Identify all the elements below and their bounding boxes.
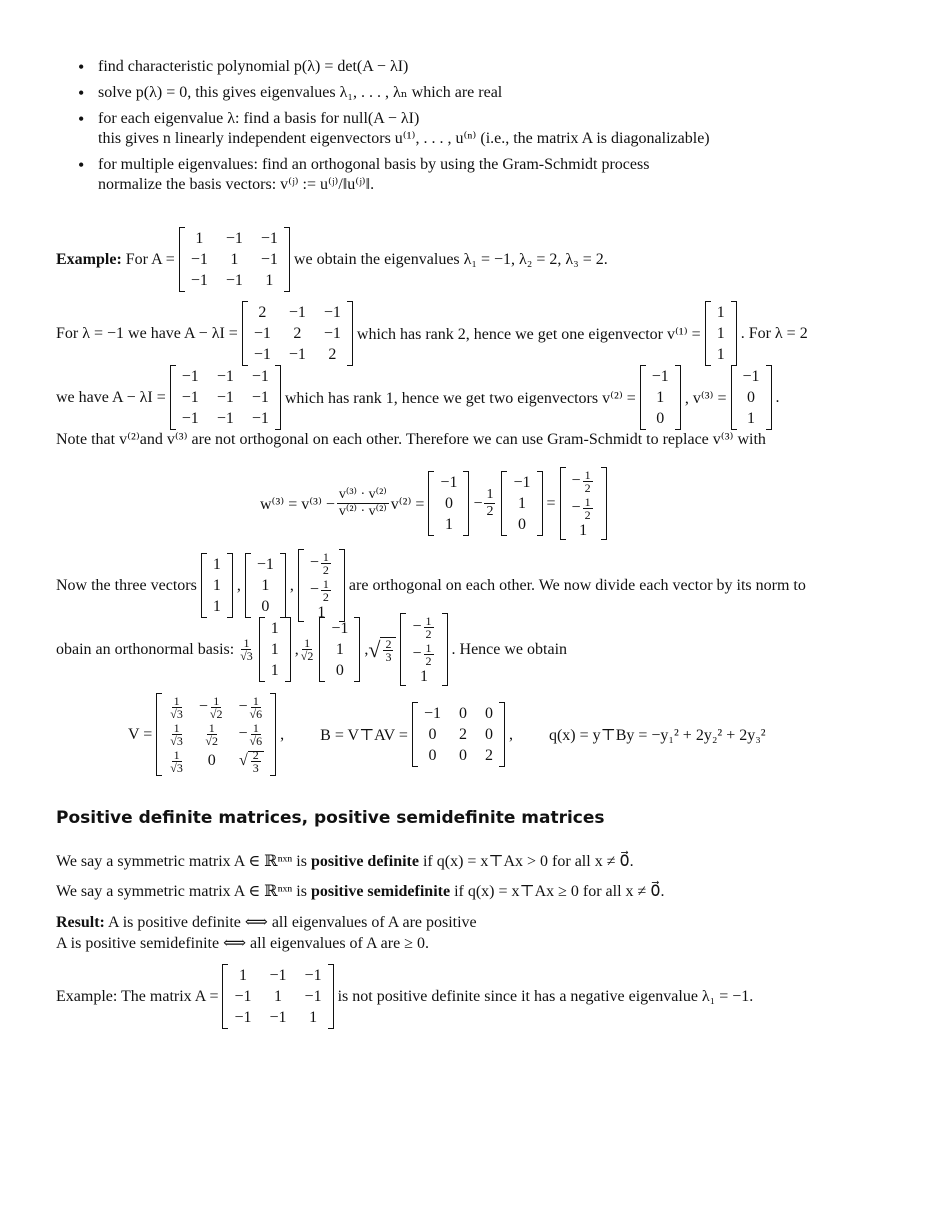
vector-w3: − $\frac{1}{2}$ − $\frac{1}{2}$ 1 — [298, 549, 345, 622]
projection-fraction: $\frac{\text{v⁽³⁾ · v⁽²⁾}}{\text{v⁽²⁾ · v⁽²⁾}}$ — [338, 487, 387, 519]
matrix-A: 1 −1 −1 −1 1 −1 −1 −1 1 — [222, 964, 333, 1029]
list-item: • for multiple eigenvalues: find an orthogonal basis by using the Gram-Schmidt process normalize the basis vectors: v⁽ʲ⁾ := u⁽ʲ⁾/‖u⁽ʲ⁾‖. — [84, 155, 904, 195]
three-vectors-paragraph: Now the three vectors 1 1 1 , −1 1 0 , − $\frac{1}{2}$ − $\frac{1}{2}$ 1 are orthogonal on each other. We now divide each vector by its norm to — [56, 550, 806, 621]
example-paragraph: Example: For A = 1 −1 −1 −1 1 −1 −1 −1 1 we obtain the eigenvalues λ₁ = −1, λ₂ = 2, λ₃ = 2. — [56, 227, 608, 292]
example-label: Example: — [56, 250, 122, 268]
orthonormal-basis-paragraph: obain an orthonormal basis: $\frac{1}{√3}$ 1 1 1 , $\frac{1}{√2}$ −1 1 0 , √ $\frac{2}{3}$ − $\frac{1}{2}$ − $\frac{1}{2}$ 1 . Hence we obtain — [56, 614, 568, 685]
section-title: Positive definite matrices, positive semidefinite matrices — [56, 808, 605, 828]
vector-v2: −1 1 0 — [640, 365, 681, 430]
diagonalization-result: V = $\frac{1}{√3}$ − $\frac{1}{√2}$ − $\frac{1}{√6}$ $\frac{1}{√3}$ $\frac{1}{√2}$ − $\frac{1}{√6}$ $\frac{1}{√3}$ 0 √ $\frac{2}{3}$ , B = V⊤AV = −1 0 0 0 2 0 0 0 2 , q(x) = y⊤By = −y₁² + 2y₂² + 2y₃² — [128, 694, 766, 775]
definition-positive-definite: We say a symmetric matrix A ∈ ℝⁿˣⁿ is positive definite if q(x) = x⊤Ax > 0 for all x ≠ 0⃗. — [56, 853, 634, 870]
matrix-B: −1 0 0 0 2 0 0 0 2 — [412, 702, 505, 767]
vector-v2: −1 1 0 — [319, 617, 360, 682]
matrix-A-minus-lambda-I: 2 −1 −1 −1 2 −1 −1 −1 2 — [242, 301, 353, 366]
method-steps-list — [84, 57, 904, 201]
vector-w3: − $\frac{1}{2}$ − $\frac{1}{2}$ 1 — [560, 467, 607, 540]
note-paragraph: Note that v⁽²⁾and v⁽³⁾ are not orthogonal on each other. Therefore we can use Gram-Schmidt to replace v⁽³⁾ with — [56, 431, 766, 448]
vector-v2: −1 1 0 — [245, 553, 286, 618]
vector-v1: 1 1 1 — [259, 617, 291, 682]
definition-positive-semidefinite: We say a symmetric matrix A ∈ ℝⁿˣⁿ is positive semidefinite if q(x) = x⊤Ax ≥ 0 for all x ≠ 0⃗. — [56, 883, 665, 900]
matrix-A: 1 −1 −1 −1 1 −1 −1 −1 1 — [179, 227, 290, 292]
vector-v3: −1 0 1 — [428, 471, 469, 536]
vector-v1: 1 1 1 — [201, 553, 233, 618]
list-item: • find characteristic polynomial p(λ) = det(A − λI) — [84, 57, 904, 77]
list-item: • solve p(λ) = 0, this gives eigenvalues λ₁, . . . , λₙ which are real — [84, 83, 904, 103]
matrix-A-minus-2I: −1 −1 −1 −1 −1 −1 −1 −1 −1 — [170, 365, 281, 430]
list-item: • for each eigenvalue λ: find a basis for null(A − λI) this gives n linearly independent eigenvectors u⁽¹⁾, . . . , u⁽ⁿ⁾ (i.e., the matrix A is diagonalizable) — [84, 109, 904, 149]
example-not-positive-definite: Example: The matrix A = 1 −1 −1 −1 1 −1 −1 −1 1 is not positive definite since it has a negative eigenvalue λ₁ = −1. — [56, 964, 753, 1029]
vector-v1: 1 1 1 — [705, 301, 737, 366]
vector-w3: − $\frac{1}{2}$ − $\frac{1}{2}$ 1 — [400, 613, 447, 686]
result-line-2: A is positive semidefinite ⟺ all eigenvalues of A are ≥ 0. — [56, 935, 429, 952]
eigen-lambda-2: we have A − λI = −1 −1 −1 −1 −1 −1 −1 −1 −1 which has rank 1, hence we get two eigenvectors v⁽²⁾ = −1 1 0 , v⁽³⁾ = −1 0 1 . — [56, 365, 780, 430]
quadratic-form: q(x) = y⊤By = −y₁² + 2y₂² + 2y₃² — [548, 726, 766, 744]
gram-schmidt-equation: w⁽³⁾ = v⁽³⁾ − $\frac{\text{v⁽³⁾ · v⁽²⁾}}{\text{v⁽²⁾ · v⁽²⁾}}$ v⁽²⁾ = −1 0 1 − $\frac{1}{2}$ −1 1 0 = − $\frac{1}{2}$ − $\frac{1}{2}$ 1 — [260, 467, 611, 540]
vector-v2: −1 1 0 — [501, 471, 542, 536]
matrix-V: $\frac{1}{√3}$ − $\frac{1}{√2}$ − $\frac{1}{√6}$ $\frac{1}{√3}$ $\frac{1}{√2}$ − $\frac{1}{√6}$ $\frac{1}{√3}$ 0 √ $\frac{2}{3}$ — [156, 693, 276, 776]
half-fraction: $\frac{1}{2}$ — [486, 487, 494, 519]
result-line-1: Result: A is positive definite ⟺ all eigenvalues of A are positive — [56, 914, 477, 931]
vector-v3: −1 0 1 — [731, 365, 772, 430]
eigen-lambda-minus1: For λ = −1 we have A − λI = 2 −1 −1 −1 2 −1 −1 −1 2 which has rank 2, hence we get one eigenvector v⁽¹⁾ = 1 1 1 . For λ = 2 — [56, 301, 896, 366]
